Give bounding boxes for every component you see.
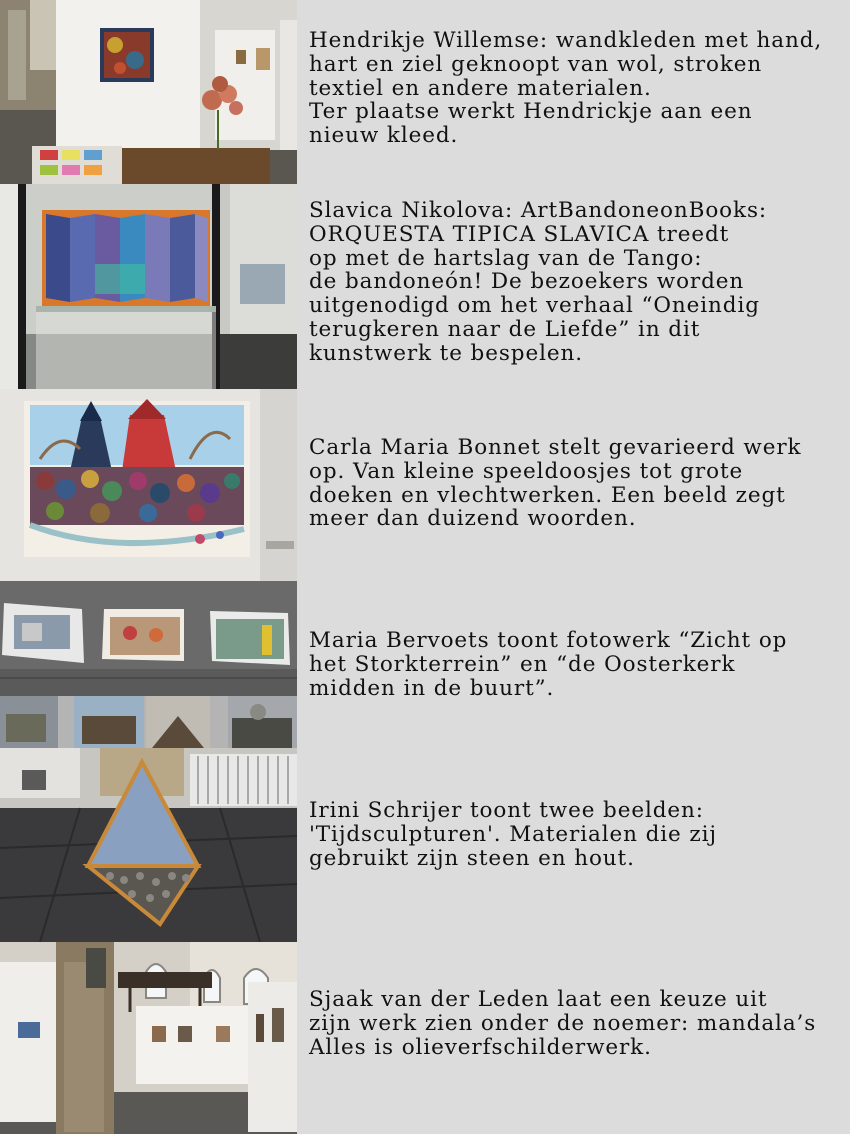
- photo-carla-maria-bonnet: [0, 389, 297, 581]
- photo-maria-bervoets-strip: [0, 696, 297, 748]
- entry-hendrikje-willemse: Hendrikje Willemse: wandkleden met hand, hart en ziel geknoopt van wol, stroken textiel en andere materialen. Ter plaatse werkt Hendrickje aan een nieuw kleed.: [309, 28, 823, 149]
- entry-sjaak-van-der-leden: Sjaak van der Leden laat een keuze uit zijn werk zien onder de noemer: mandala’s Alles is olieverfschilderwerk.: [309, 987, 817, 1060]
- entry-maria-bervoets: Maria Bervoets toont fotowerk “Zicht op het Storkterrein” en “de Oosterkerk midden in de buurt”.: [309, 628, 788, 701]
- photo-maria-bervoets-floor: [0, 581, 297, 696]
- entry-irini-schrijer: Irini Schrijer toont twee beelden: 'Tijdsculpturen'. Materialen die zij gebruikt zijn steen en hout.: [309, 798, 717, 871]
- entry-slavica-nikolova: Slavica Nikolova: ArtBandoneonBooks: ORQUESTA TIPICA SLAVICA treedt op met de hartslag van de Tango: de bandoneón! De bezoekers worden uitgenodigd om het verhaal “Oneindig terugkeren naar de Liefde” in dit kunstwerk te bespelen.: [309, 198, 768, 366]
- photo-hendrikje-willemse: [0, 0, 297, 184]
- photo-slavica-nikolova: [0, 184, 297, 389]
- photo-sjaak-van-der-leden: [0, 942, 297, 1134]
- entry-carla-maria-bonnet: Carla Maria Bonnet stelt gevarieerd werk op. Van kleine speeldoosjes tot grote doeken en vlechtwerken. Een beeld zegt meer dan duizend woorden.: [309, 435, 802, 532]
- photo-irini-schrijer: [0, 748, 297, 942]
